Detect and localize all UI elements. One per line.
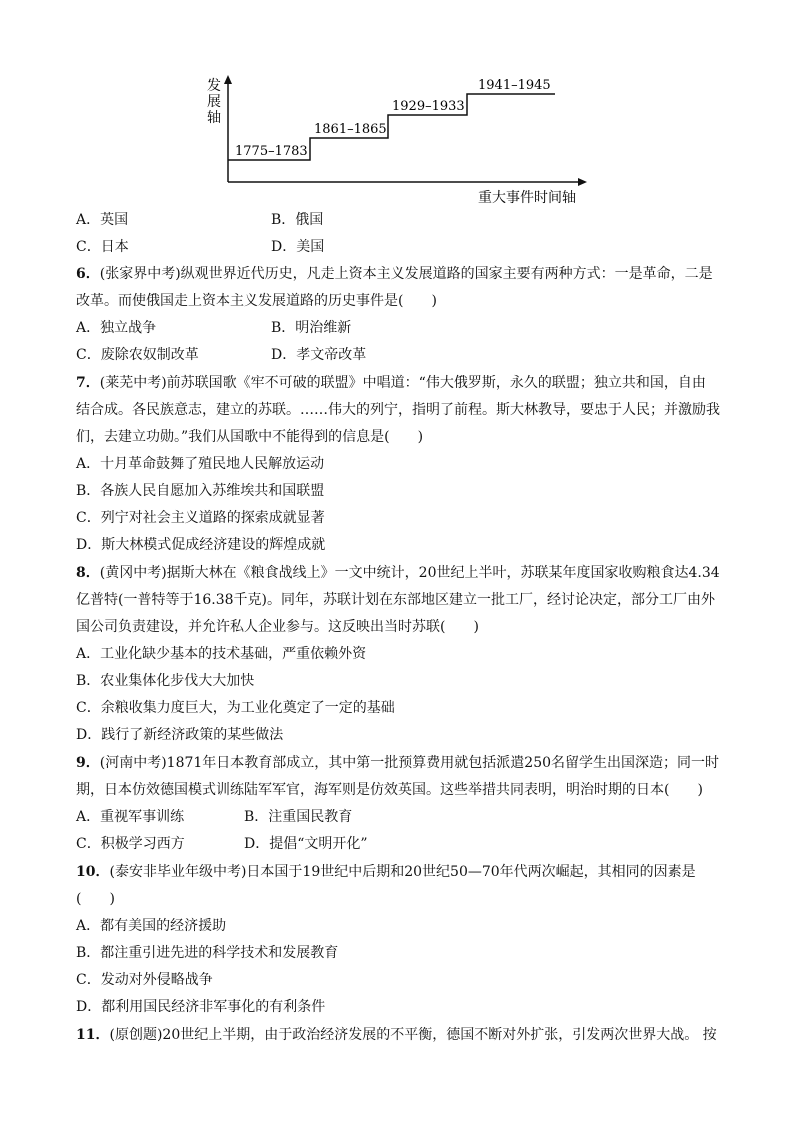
q7-option-b[interactable]: B．各族人民自愿加入苏维埃共和国联盟 xyxy=(76,483,325,499)
question-8-text-1: (黄冈中考)据斯大林在《粮食战线上》一文中统计，20世纪上半叶，苏联某年度国家收购粮食达4.34 xyxy=(99,565,720,581)
q10-option-c[interactable]: C．发动对外侵略战争 xyxy=(76,972,213,988)
question-8-number: 8． xyxy=(76,565,100,581)
step-label-3: 1929–1933 xyxy=(392,99,465,114)
q6-option-d[interactable]: D．孝文帝改革 xyxy=(271,347,367,363)
q8-option-b[interactable]: B．农业集体化步伐大大加快 xyxy=(76,673,255,689)
y-axis-arrow xyxy=(224,75,232,84)
step-label-4: 1941–1945 xyxy=(478,78,551,93)
q6-option-b[interactable]: B．明治维新 xyxy=(271,320,352,336)
q7-option-a[interactable]: A．十月革命鼓舞了殖民地人民解放运动 xyxy=(76,456,325,472)
development-step-diagram xyxy=(195,70,595,210)
q5-option-c[interactable]: C．日本 xyxy=(76,239,129,255)
q10-option-a[interactable]: A．都有美国的经济援助 xyxy=(76,918,227,934)
question-11-number: 11． xyxy=(76,1027,110,1043)
step-label-2: 1861–1865 xyxy=(314,122,387,137)
q8-option-a[interactable]: A．工业化缺少基本的技术基础，严重依赖外资 xyxy=(76,646,367,662)
q10-option-b[interactable]: B．都注重引进先进的科学技术和发展教育 xyxy=(76,945,339,961)
question-10-text-2: ( ) xyxy=(76,891,115,907)
question-11-text-1: (原创题)20世纪上半期，由于政治经济发展的不平衡，德国不断对外扩张，引发两次世界大战。 按 xyxy=(109,1027,717,1043)
y-axis-label-char-3: 轴 xyxy=(207,110,221,126)
x-axis-arrow xyxy=(578,178,587,186)
question-6-text-1: (张家界中考)纵观世界近代历史，凡走上资本主义发展道路的国家主要有两种方式：一是革命，二是 xyxy=(99,266,713,282)
q5-option-a[interactable]: A．英国 xyxy=(76,212,129,228)
q9-option-c[interactable]: C．积极学习西方 xyxy=(76,836,185,852)
question-7-text-1: (莱芜中考)前苏联国歌《牢不可破的联盟》中唱道：“伟大俄罗斯，永久的联盟；独立共和国，自由 xyxy=(99,375,706,391)
x-axis-label: 重大事件时间轴 xyxy=(478,190,576,206)
y-axis-label-char-2: 展 xyxy=(207,94,221,110)
q9-option-b[interactable]: B．注重国民教育 xyxy=(244,809,353,825)
question-9-text-2: 期，日本仿效德国模式训练陆军军官，海军则是仿效英国。这些举措共同表明，明治时期的日本( ) xyxy=(76,782,703,798)
y-axis-label-char-1: 发 xyxy=(207,78,221,94)
q9-option-a[interactable]: A．重视军事训练 xyxy=(76,809,185,825)
q7-option-c[interactable]: C．列宁对社会主义道路的探索成就显著 xyxy=(76,510,325,526)
question-11 xyxy=(76,1025,717,1045)
q5-option-d[interactable]: D．美国 xyxy=(271,239,325,255)
question-7-text-2: 结合成。各民族意志，建立的苏联。……伟大的列宁，指明了前程。斯大林教导，要忠于人民；并激励我 xyxy=(76,402,720,418)
q6-option-a[interactable]: A．独立战争 xyxy=(76,320,157,336)
question-6-text-2: 改革。而使俄国走上资本主义发展道路的历史事件是( ) xyxy=(76,293,437,309)
question-9-text-1: (河南中考)1871年日本教育部成立，其中第一批预算费用就包括派遣250名留学生出国深造；同一时 xyxy=(99,755,720,771)
question-10 xyxy=(76,862,696,882)
question-10-number: 10． xyxy=(76,864,110,880)
q10-option-d[interactable]: D．都利用国民经济非军事化的有利条件 xyxy=(76,999,326,1015)
question-7 xyxy=(76,373,706,393)
q5-option-b[interactable]: B．俄国 xyxy=(271,212,324,228)
question-7-number: 7． xyxy=(76,375,100,391)
q9-option-d[interactable]: D．提倡“文明开化” xyxy=(244,836,368,852)
q8-option-d[interactable]: D．践行了新经济政策的某些做法 xyxy=(76,727,284,743)
q7-option-d[interactable]: D．斯大林模式促成经济建设的辉煌成就 xyxy=(76,537,326,553)
question-7-text-3: 们，去建立功勋。”我们从国歌中不能得到的信息是( ) xyxy=(76,429,424,445)
question-8-text-2: 亿普特(一普特等于16.38千克)。同年，苏联计划在东部地区建立一批工厂，经讨论决定，部分工厂由外 xyxy=(76,592,716,608)
q6-option-c[interactable]: C．废除农奴制改革 xyxy=(76,347,199,363)
step-label-1: 1775–1783 xyxy=(235,144,308,159)
q8-option-c[interactable]: C．余粮收集力度巨大，为工业化奠定了一定的基础 xyxy=(76,700,395,716)
question-9 xyxy=(76,753,719,773)
question-6 xyxy=(76,264,713,284)
question-8-text-3: 国公司负责建设，并允许私人企业参与。这反映出当时苏联( ) xyxy=(76,619,479,635)
question-8 xyxy=(76,563,720,583)
question-9-number: 9． xyxy=(76,755,100,771)
question-10-text-1: (泰安非毕业年级中考)日本国于19世纪中后期和20世纪50—70年代两次崛起，其相同的因素是 xyxy=(109,864,696,880)
question-6-number: 6． xyxy=(76,266,100,282)
